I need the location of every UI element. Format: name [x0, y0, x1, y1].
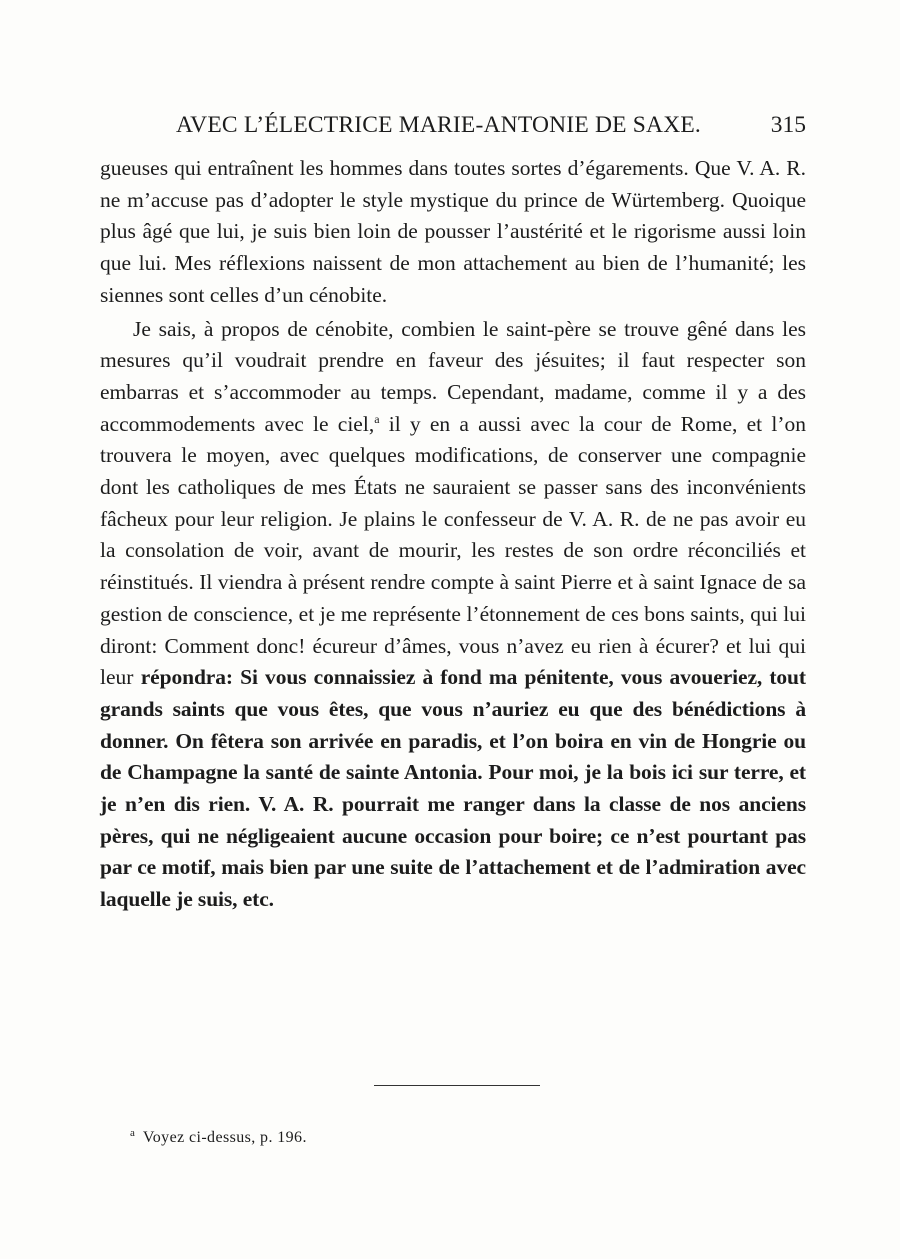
running-head — [100, 112, 806, 144]
footnote-mark: a — [130, 1126, 135, 1139]
paragraph-text: il y en a aussi avec la cour de Rome, et l’on trouvera le moyen, avec quelques modifications, de conserver une compagnie dont les catholiques de mes États ne sauraient se passer sans des inconvénients fâcheux pour leur religion. Je plains le confesseur de V. A. R. de ne pas avoir eu la consolation de voir, avant de mourir, les restes de son ordre réconciliés et réinstitués. Il viendra à présent rendre compte à saint Pierre et à saint Ignace de sa gestion de conscience, et je me représente l’étonnement de ces bons saints, qui lui diront: Comment donc! écureur d’âmes, vous n’avez eu rien à écurer? et lui qui leur — [100, 411, 806, 690]
page-number: 315 — [770, 112, 806, 138]
paragraph — [100, 153, 806, 312]
footnote — [130, 1126, 307, 1147]
paragraph-text: Je sais, à propos de cénobite, combien le saint-père se trouve gêné dans les mesures qu’il voudrait prendre en faveur des jésuites; il faut respecter son embarras et s’accommoder au temps. Cependant, madame, comme il y a des accommodements avec le ciel, — [100, 316, 806, 436]
footnote-separator — [374, 1085, 540, 1086]
running-title: AVEC L’ÉLECTRICE MARIE-ANTONIE DE SAXE. — [176, 112, 701, 138]
paragraph-text-bold: répondra: Si vous connaissiez à fond ma pénitente, vous avoueriez, tout grands saints que vous êtes, que vous n’auriez eu que des bénédictions à donner. On fêtera son arrivée en paradis, et l’on boira en vin de Hongrie ou de Champagne la santé de sainte Antonia. Pour moi, je la bois ici sur terre, et je n’en dis rien. V. A. R. pourrait me ranger dans la classe de nos anciens pères, qui ne négligeaient aucune occasion pour boire; ce n’est pourtant pas par ce motif, mais bien par une suite de l’attachement et de l’admiration avec laquelle je suis, etc. — [100, 665, 806, 912]
paragraph — [100, 314, 806, 916]
body-text — [100, 153, 806, 916]
footnote-reference: a — [374, 411, 380, 426]
paragraph-text: gueuses qui entraînent les hommes dans toutes sortes d’égarements. Que V. A. R. ne m’accuse pas d’adopter le style mystique du prince de Würtemberg. Quoique plus âgé que lui, je suis bien loin de pousser l’austérité et le rigorisme aussi loin que lui. Mes réflexions naissent de mon attachement au bien de l’humanité; les siennes sont celles d’un cénobite. — [100, 156, 806, 307]
footnote-text: Voyez ci-dessus, p. 196. — [142, 1129, 307, 1146]
